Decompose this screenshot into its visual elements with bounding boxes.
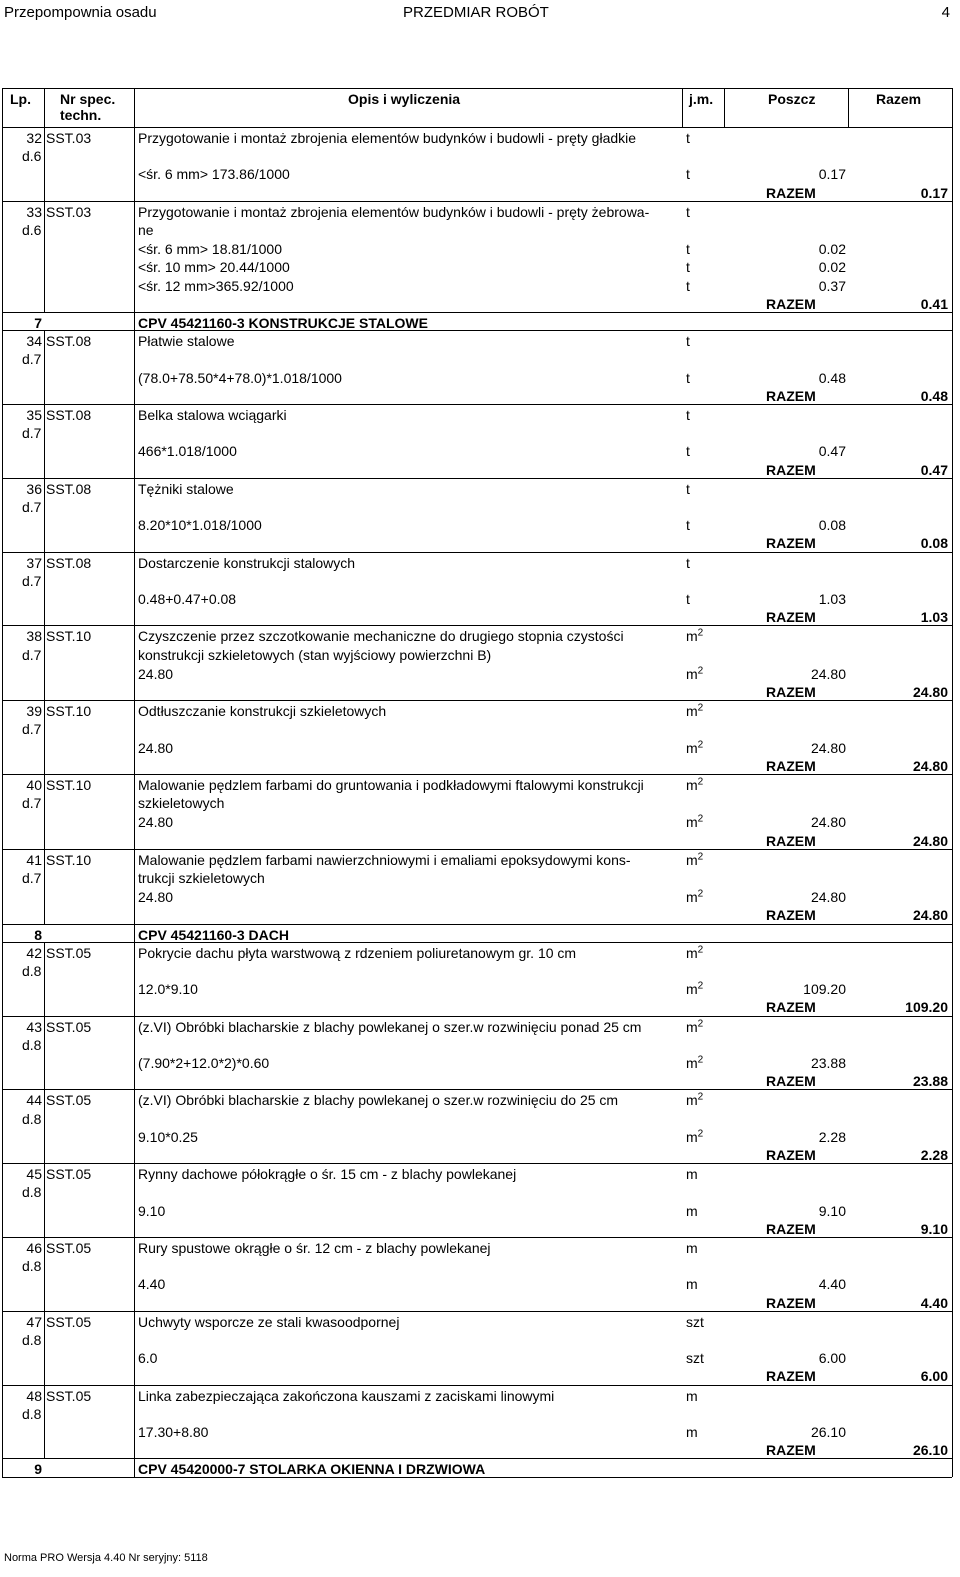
row-divider xyxy=(2,924,952,925)
spec-detail: d.7 xyxy=(22,351,42,368)
calc-value: 109.20 xyxy=(803,981,846,998)
spec-detail: d.7 xyxy=(22,425,42,442)
item-description: Przygotowanie i montaż zbrojenia elementów budynków i budowli - pręty żebrowa- xyxy=(138,203,650,220)
column-divider xyxy=(682,88,683,127)
razem-label: RAZEM xyxy=(766,295,816,312)
row-divider xyxy=(2,1477,952,1478)
item-description: Przygotowanie i montaż zbrojenia elementów budynków i budowli - pręty gładkie xyxy=(138,130,637,146)
item-unit: t xyxy=(686,554,690,571)
item-number: 37 xyxy=(26,554,42,571)
calc-unit: t xyxy=(686,591,690,607)
calc-unit: t xyxy=(686,517,690,534)
razem-label: RAZEM xyxy=(766,387,816,404)
row-divider xyxy=(2,1089,952,1090)
col-header-spec: Nr spec. xyxy=(60,91,116,107)
calc-unit: szt xyxy=(686,1350,704,1367)
item-total: 9.10 xyxy=(920,1220,948,1237)
item-description: Płatwie stalowe xyxy=(138,333,235,350)
item-number: 44 xyxy=(26,1092,42,1109)
item-number: 35 xyxy=(26,407,42,423)
calc-value: 0.17 xyxy=(818,166,846,183)
row-divider xyxy=(2,1163,952,1164)
item-description: Rury spustowe okrągłe o śr. 12 cm - z blachy powlekanej xyxy=(138,1240,491,1256)
item-unit: $m^2$ xyxy=(686,702,704,720)
item-number: 47 xyxy=(26,1313,42,1330)
row-divider xyxy=(2,88,952,89)
row-divider xyxy=(2,330,952,331)
item-unit: t xyxy=(686,333,690,350)
item-total: 24.80 xyxy=(912,684,948,700)
spec-code: SST.10 xyxy=(46,777,92,793)
item-description: Malowanie pędzlem farbami nawierzchniowymi i emaliami epoksydowymi kons- xyxy=(138,851,631,868)
calc-expression: 9.10 xyxy=(138,1202,166,1219)
row-divider xyxy=(2,1311,952,1312)
calc-expression: (7.90*2+12.0*2)*0.60 xyxy=(138,1055,270,1071)
column-divider xyxy=(44,201,45,312)
item-total: 0.41 xyxy=(920,295,948,312)
project-name: Przepompownia osadu xyxy=(4,4,157,21)
item-description: Uchwyty wsporcze ze stali kwasoodpornej xyxy=(138,1313,400,1330)
calc-value: 0.02 xyxy=(818,259,846,276)
item-total: 2.28 xyxy=(920,1147,948,1163)
item-number: 41 xyxy=(26,851,42,868)
item-total: 0.48 xyxy=(920,387,948,404)
calc-unit: t xyxy=(686,259,690,276)
item-number: 38 xyxy=(26,628,42,645)
column-divider xyxy=(724,88,725,127)
item-unit: t xyxy=(686,130,690,146)
spec-code: SST.05 xyxy=(46,1092,92,1109)
razem-label: RAZEM xyxy=(766,1073,816,1090)
calc-expression: 9.10*0.25 xyxy=(138,1128,198,1145)
column-divider xyxy=(44,1089,45,1163)
calc-unit: m xyxy=(686,1424,698,1440)
column-divider xyxy=(848,88,849,127)
calc-expression: <śr. 6 mm> 18.81/1000 xyxy=(138,241,282,258)
item-total: 24.80 xyxy=(912,832,948,849)
razem-label: RAZEM xyxy=(766,999,816,1016)
spec-detail: d.7 xyxy=(22,572,42,589)
razem-label: RAZEM xyxy=(766,832,816,849)
row-divider xyxy=(2,478,952,479)
calc-expression: 8.20*10*1.018/1000 xyxy=(138,517,262,534)
item-description: Rynny dachowe półokrągłe o śr. 15 cm - z blachy powlekanej xyxy=(138,1166,517,1183)
item-number: 34 xyxy=(26,333,42,350)
calc-unit: t xyxy=(686,241,690,258)
spec-code: SST.08 xyxy=(46,407,92,423)
calc-unit: $m^2$ xyxy=(686,813,704,831)
calc-unit: m xyxy=(686,1276,698,1293)
column-divider xyxy=(44,700,45,774)
column-divider xyxy=(44,1311,45,1385)
item-unit: m xyxy=(686,1240,698,1256)
column-divider xyxy=(44,1016,45,1090)
spec-detail: d.7 xyxy=(22,721,42,738)
spec-detail: d.7 xyxy=(22,795,42,812)
calc-expression: 466*1.018/1000 xyxy=(138,443,237,460)
razem-label: RAZEM xyxy=(766,684,816,700)
calc-value: 24.80 xyxy=(810,814,846,831)
calc-value: 2.28 xyxy=(818,1128,846,1145)
calc-expression: <śr. 12 mm>365.92/1000 xyxy=(138,277,294,294)
col-header-description: Opis i wyliczenia xyxy=(348,91,461,107)
column-divider xyxy=(44,849,45,924)
razem-label: RAZEM xyxy=(766,461,816,478)
item-unit: $m^2$ xyxy=(686,1091,704,1109)
column-divider xyxy=(44,478,45,552)
item-total: 0.08 xyxy=(920,535,948,552)
calc-expression: 24.80 xyxy=(138,814,174,831)
column-divider xyxy=(44,1237,45,1311)
calc-unit: m xyxy=(686,1202,698,1219)
item-description: (z.VI) Obróbki blacharskie z blachy powlekanej o szer.w rozwinięciu do 25 cm xyxy=(138,1092,619,1109)
item-total: 0.17 xyxy=(920,184,948,201)
row-divider xyxy=(2,849,952,850)
col-header-spec-techn: techn. xyxy=(60,107,102,123)
column-divider xyxy=(952,88,953,1477)
item-unit: szt xyxy=(686,1313,704,1330)
item-description: Linka zabezpieczająca zakończona kauszami z zaciskami linowymi xyxy=(138,1387,555,1404)
item-description: (z.VI) Obróbki blacharskie z blachy powlekanej o szer.w rozwinięciu ponad 25 cm xyxy=(138,1018,642,1035)
calc-unit: $m^2$ xyxy=(686,888,704,906)
document-title: PRZEDMIAR ROBÓT xyxy=(403,4,549,21)
item-description: Tężniki stalowe xyxy=(138,480,234,497)
calc-expression: <śr. 10 mm> 20.44/1000 xyxy=(138,259,290,276)
item-number: 42 xyxy=(26,944,42,961)
row-divider xyxy=(2,1237,952,1238)
calc-value: 24.80 xyxy=(810,665,846,682)
row-divider xyxy=(2,625,952,626)
column-divider xyxy=(134,88,135,1477)
razem-label: RAZEM xyxy=(766,1147,816,1163)
calc-expression: 4.40 xyxy=(138,1276,166,1293)
calc-value: 4.40 xyxy=(818,1276,846,1293)
spec-code: SST.05 xyxy=(46,1240,92,1256)
spec-code: SST.05 xyxy=(46,944,92,961)
item-total: 26.10 xyxy=(912,1442,948,1459)
row-divider xyxy=(2,774,952,775)
calc-expression: 17.30+8.80 xyxy=(138,1424,209,1440)
row-divider xyxy=(2,700,952,701)
item-description: Malowanie pędzlem farbami do gruntowania i podkładowymi ftalowymi konstrukcji xyxy=(138,777,644,793)
row-divider xyxy=(2,1458,952,1459)
column-divider xyxy=(44,774,45,849)
column-divider xyxy=(44,330,45,404)
calc-value: 23.88 xyxy=(810,1055,846,1071)
column-divider xyxy=(44,404,45,478)
item-total: 1.03 xyxy=(920,609,948,626)
software-footer: Norma PRO Wersja 4.40 Nr seryjny: 5118 xyxy=(4,1552,208,1564)
col-header-unit: j.m. xyxy=(689,91,714,107)
item-total: 0.47 xyxy=(920,461,948,478)
item-number: 33 xyxy=(26,203,42,220)
row-divider xyxy=(2,127,952,128)
section-number: 8 xyxy=(34,926,42,943)
spec-detail: d.7 xyxy=(22,646,42,663)
item-description: trukcji szkieletowych xyxy=(138,870,265,886)
calc-value: 0.48 xyxy=(818,369,846,386)
spec-code: SST.03 xyxy=(46,203,92,220)
spec-code: SST.05 xyxy=(46,1387,92,1404)
item-number: 39 xyxy=(26,703,42,720)
column-divider xyxy=(2,88,3,1477)
calc-unit: t xyxy=(686,443,690,460)
item-number: 48 xyxy=(26,1387,42,1404)
calc-value: 0.02 xyxy=(818,241,846,258)
razem-label: RAZEM xyxy=(766,609,816,626)
item-unit: $m^2$ xyxy=(686,776,704,793)
spec-detail: d.8 xyxy=(22,1258,42,1275)
calc-expression: 24.80 xyxy=(138,665,174,682)
calc-unit: t xyxy=(686,369,690,386)
row-divider xyxy=(2,552,952,553)
calc-value: 26.10 xyxy=(810,1424,846,1440)
item-description: Odtłuszczanie konstrukcji szkieletowych xyxy=(138,703,387,720)
calc-expression: 6.0 xyxy=(138,1350,158,1367)
calc-unit: $m^2$ xyxy=(686,980,704,998)
calc-unit: t xyxy=(686,277,690,294)
spec-detail: d.8 xyxy=(22,1184,42,1201)
column-divider xyxy=(44,88,45,127)
item-description: ne xyxy=(138,222,154,238)
item-unit: m xyxy=(686,1387,698,1404)
calc-expression: (78.0+78.50*4+78.0)*1.018/1000 xyxy=(138,369,342,386)
page-number: 4 xyxy=(941,4,950,21)
section-title: CPV 45421160-3 KONSTRUKCJE STALOWE xyxy=(138,315,428,331)
spec-code: SST.05 xyxy=(46,1018,92,1035)
calc-value: 0.37 xyxy=(818,277,846,294)
col-header-poszcz: Poszcz xyxy=(768,91,816,107)
calc-unit: $m^2$ xyxy=(686,1128,704,1145)
spec-code: SST.08 xyxy=(46,554,92,571)
spec-code: SST.03 xyxy=(46,130,92,146)
item-description: Belka stalowa wciągarki xyxy=(138,407,287,423)
item-unit: t xyxy=(686,203,690,220)
row-divider xyxy=(2,201,952,202)
column-divider xyxy=(44,625,45,700)
calc-unit: $m^2$ xyxy=(686,738,704,756)
row-divider xyxy=(2,942,952,943)
razem-label: RAZEM xyxy=(766,757,816,774)
item-description: Pokrycie dachu płyta warstwową z rdzeniem poliuretanowym gr. 10 cm xyxy=(138,944,577,961)
item-description: szkieletowych xyxy=(138,795,225,812)
item-total: 24.80 xyxy=(912,907,948,924)
item-total: 109.20 xyxy=(905,999,948,1016)
calc-value: 0.08 xyxy=(818,517,846,534)
column-divider xyxy=(44,1163,45,1237)
item-total: 4.40 xyxy=(920,1294,948,1311)
item-number: 46 xyxy=(26,1240,42,1256)
item-description: konstrukcji szkieletowych (stan wyjściowy powierzchni B) xyxy=(138,646,492,663)
column-divider xyxy=(44,552,45,626)
calc-expression: 24.80 xyxy=(138,739,174,756)
row-divider xyxy=(2,404,952,405)
calc-value: 0.47 xyxy=(818,443,846,460)
item-description: Dostarczenie konstrukcji stalowych xyxy=(138,554,356,571)
item-number: 45 xyxy=(26,1166,42,1183)
calc-value: 24.80 xyxy=(810,739,846,756)
item-total: 6.00 xyxy=(920,1368,948,1385)
spec-detail: d.8 xyxy=(22,1036,42,1053)
spec-code: SST.05 xyxy=(46,1166,92,1183)
column-divider xyxy=(44,942,45,1016)
spec-detail: d.8 xyxy=(22,1405,42,1422)
section-title: CPV 45421160-3 DACH xyxy=(138,926,289,943)
razem-label: RAZEM xyxy=(766,907,816,924)
spec-detail: d.6 xyxy=(22,222,42,238)
calc-unit: $m^2$ xyxy=(686,665,704,682)
row-divider xyxy=(2,1016,952,1017)
calc-expression: 0.48+0.47+0.08 xyxy=(138,591,237,607)
calc-value: 6.00 xyxy=(818,1350,846,1367)
calc-expression: 24.80 xyxy=(138,889,174,906)
calc-value: 1.03 xyxy=(818,591,846,607)
item-total: 23.88 xyxy=(912,1073,948,1090)
calc-unit: t xyxy=(686,166,690,183)
calc-expression: 12.0*9.10 xyxy=(138,981,198,998)
item-unit: $m^2$ xyxy=(686,851,704,868)
razem-label: RAZEM xyxy=(766,535,816,552)
item-number: 32 xyxy=(26,130,42,146)
spec-detail: d.7 xyxy=(22,499,42,515)
column-divider xyxy=(44,127,45,201)
column-divider xyxy=(44,1385,45,1459)
section-number: 7 xyxy=(34,315,42,331)
razem-label: RAZEM xyxy=(766,1220,816,1237)
item-unit: t xyxy=(686,480,690,497)
item-unit: $m^2$ xyxy=(686,627,704,645)
spec-detail: d.8 xyxy=(22,1332,42,1348)
item-unit: m xyxy=(686,1166,698,1183)
item-number: 43 xyxy=(26,1018,42,1035)
spec-detail: d.8 xyxy=(22,1110,42,1127)
spec-detail: d.8 xyxy=(22,963,42,979)
razem-label: RAZEM xyxy=(766,1294,816,1311)
spec-code: SST.05 xyxy=(46,1313,92,1330)
col-header-lp: Lp. xyxy=(10,91,31,107)
section-title: CPV 45420000-7 STOLARKA OKIENNA I DRZWIOWA xyxy=(138,1461,486,1478)
spec-code: SST.10 xyxy=(46,851,92,868)
section-number: 9 xyxy=(34,1461,42,1478)
spec-code: SST.10 xyxy=(46,703,92,720)
calc-value: 9.10 xyxy=(818,1202,846,1219)
spec-detail: d.6 xyxy=(22,148,42,165)
razem-label: RAZEM xyxy=(766,1442,816,1459)
item-unit: $m^2$ xyxy=(686,1017,704,1035)
spec-code: SST.08 xyxy=(46,333,92,350)
razem-label: RAZEM xyxy=(766,184,816,201)
spec-detail: d.7 xyxy=(22,870,42,886)
calc-expression: <śr. 6 mm> 173.86/1000 xyxy=(138,166,290,183)
item-unit: t xyxy=(686,407,690,423)
item-total: 24.80 xyxy=(912,757,948,774)
row-divider xyxy=(2,312,952,313)
razem-label: RAZEM xyxy=(766,1368,816,1385)
item-description: Czyszczenie przez szczotkowanie mechaniczne do drugiego stopnia czystości xyxy=(138,628,624,645)
item-number: 40 xyxy=(26,777,42,793)
spec-code: SST.10 xyxy=(46,628,92,645)
spec-code: SST.08 xyxy=(46,480,92,497)
col-header-razem: Razem xyxy=(876,91,922,107)
calc-unit: $m^2$ xyxy=(686,1054,704,1071)
row-divider xyxy=(2,1385,952,1386)
item-number: 36 xyxy=(26,480,42,497)
calc-value: 24.80 xyxy=(810,889,846,906)
item-unit: $m^2$ xyxy=(686,944,704,961)
